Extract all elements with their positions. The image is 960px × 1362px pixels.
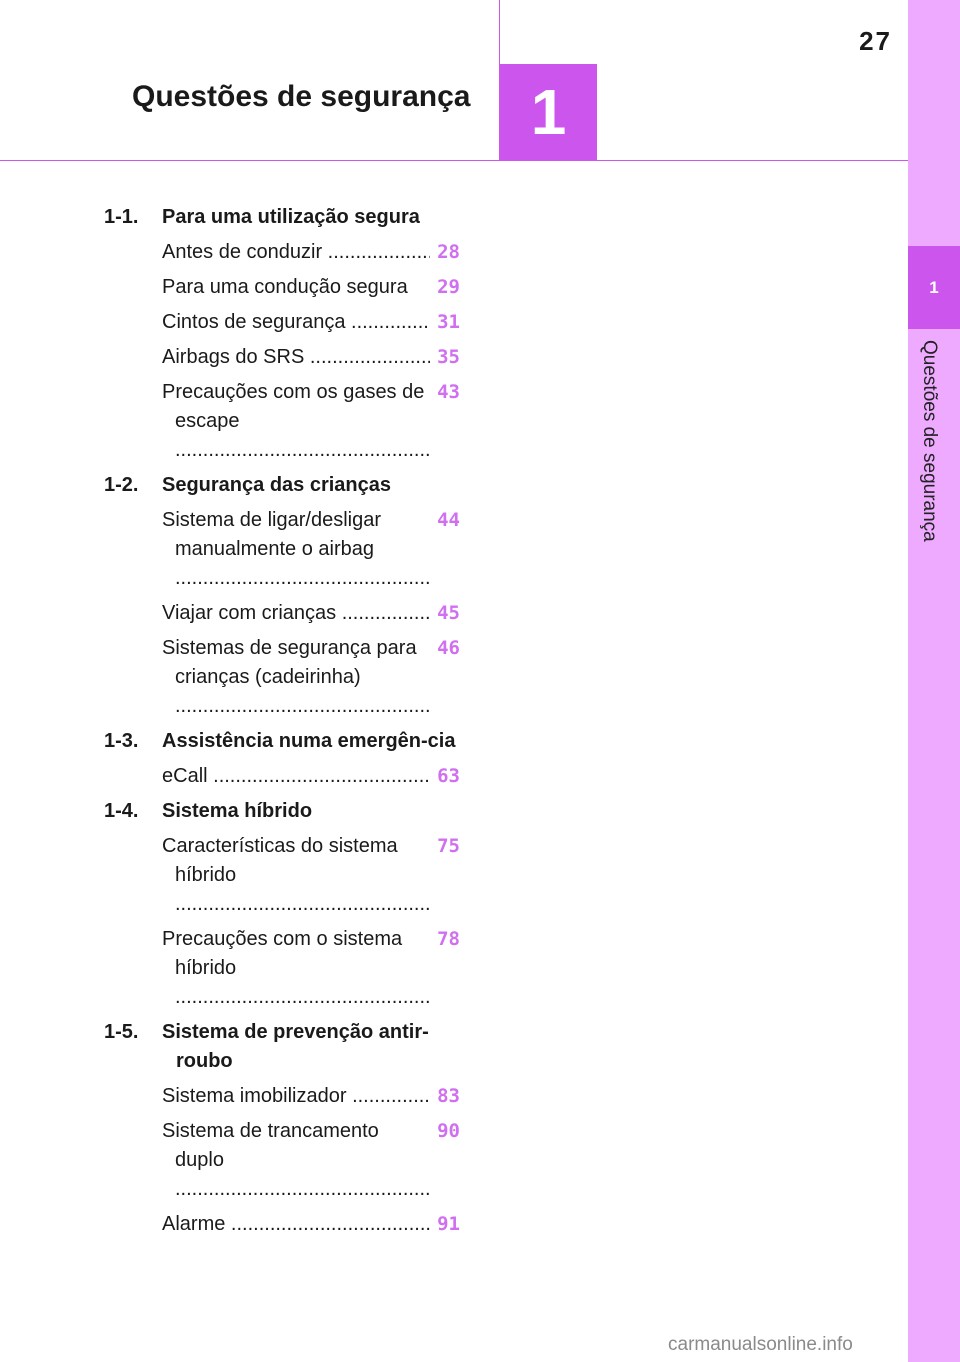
entry-label: Para uma condução segura (162, 276, 408, 298)
section-number: 1-5. (104, 1021, 139, 1043)
toc-entry[interactable] (162, 343, 460, 372)
toc-section-heading[interactable] (104, 1018, 460, 1076)
page-title: Questões de segurança (132, 80, 471, 113)
entry-page-link[interactable]: 90 (437, 1120, 460, 1142)
entry-page-link[interactable]: 91 (437, 1213, 460, 1235)
entry-page-link[interactable]: 28 (437, 241, 460, 263)
entry-label: Sistema de trancamento duplo ..... (162, 1117, 430, 1204)
section-number: 1-1. (104, 206, 139, 228)
entry-page-link[interactable]: 43 (437, 381, 460, 403)
section-title: Assistência numa emergên-cia (162, 730, 456, 752)
entry-page-link[interactable]: 46 (437, 637, 460, 659)
entry-page-link[interactable]: 78 (437, 928, 460, 950)
section-number: 1-4. (104, 800, 139, 822)
section-title: Sistema de prevenção antir-roubo (162, 1021, 429, 1072)
entry-label: Alarme ..... (162, 1210, 430, 1239)
entry-page-link[interactable]: 44 (437, 509, 460, 531)
sidebar-chapter-tab[interactable]: 1 (908, 246, 960, 329)
toc-section-heading[interactable] (104, 797, 460, 826)
toc-entry[interactable] (162, 1210, 460, 1239)
toc-entry[interactable] (162, 832, 460, 919)
entry-label: Sistema imobilizador ..... (162, 1082, 430, 1111)
entry-label: eCall ..... (162, 762, 430, 791)
toc-entry[interactable] (162, 308, 460, 337)
section-title: Para uma utilização segura (162, 206, 420, 228)
toc-entry[interactable] (162, 506, 460, 593)
entry-label: Precauções com os gases de escape ..... (162, 378, 430, 465)
toc-entry[interactable] (162, 599, 460, 628)
entry-page-link[interactable]: 35 (437, 346, 460, 368)
toc-section-heading[interactable] (104, 471, 460, 500)
sidebar-chapter-label: Questões de segurança (919, 340, 940, 542)
footer-watermark: carmanualsonline.info (668, 1334, 853, 1355)
entry-label: Airbags do SRS ..... (162, 343, 430, 372)
section-title: Sistema híbrido (162, 800, 313, 822)
toc-entry[interactable] (162, 762, 460, 791)
entry-page-link[interactable]: 31 (437, 311, 460, 333)
toc-section-heading[interactable] (104, 203, 460, 232)
entry-page-link[interactable]: 45 (437, 602, 460, 624)
entry-page-link[interactable]: 63 (437, 765, 460, 787)
toc-section-heading[interactable] (104, 727, 460, 756)
toc-entry[interactable] (162, 1082, 460, 1111)
section-number: 1-3. (104, 730, 139, 752)
toc-entry[interactable] (162, 634, 460, 721)
entry-page-link[interactable]: 83 (437, 1085, 460, 1107)
toc-entry[interactable] (162, 925, 460, 1012)
toc-entry[interactable] (162, 378, 460, 465)
entry-page-link[interactable]: 29 (437, 276, 460, 298)
page-number: 27 (859, 26, 892, 56)
section-number: 1-2. (104, 474, 139, 496)
toc-entry[interactable] (162, 238, 460, 267)
section-title: Segurança das crianças (162, 474, 392, 496)
entry-label: Viajar com crianças ..... (162, 599, 430, 628)
entry-label: Sistema de ligar/desligar manualmente o airbag ..... (162, 506, 430, 593)
sidebar-strip (908, 0, 960, 1362)
entry-label: Antes de conduzir ..... (162, 238, 430, 267)
toc-entry[interactable] (162, 273, 460, 302)
entry-label: Características do sistema híbrido ..... (162, 832, 430, 919)
toc-entry[interactable] (162, 1117, 460, 1204)
entry-label: Sistemas de segurança para crianças (cadeirinha) ..... (162, 634, 430, 721)
entry-page-link[interactable]: 75 (437, 835, 460, 857)
entry-label: Precauções com o sistema híbrido ..... (162, 925, 430, 1012)
header-horizontal-divider (0, 160, 908, 161)
table-of-contents (104, 203, 460, 1245)
chapter-number-box: 1 (500, 64, 597, 160)
entry-label: Cintos de segurança ..... (162, 308, 430, 337)
